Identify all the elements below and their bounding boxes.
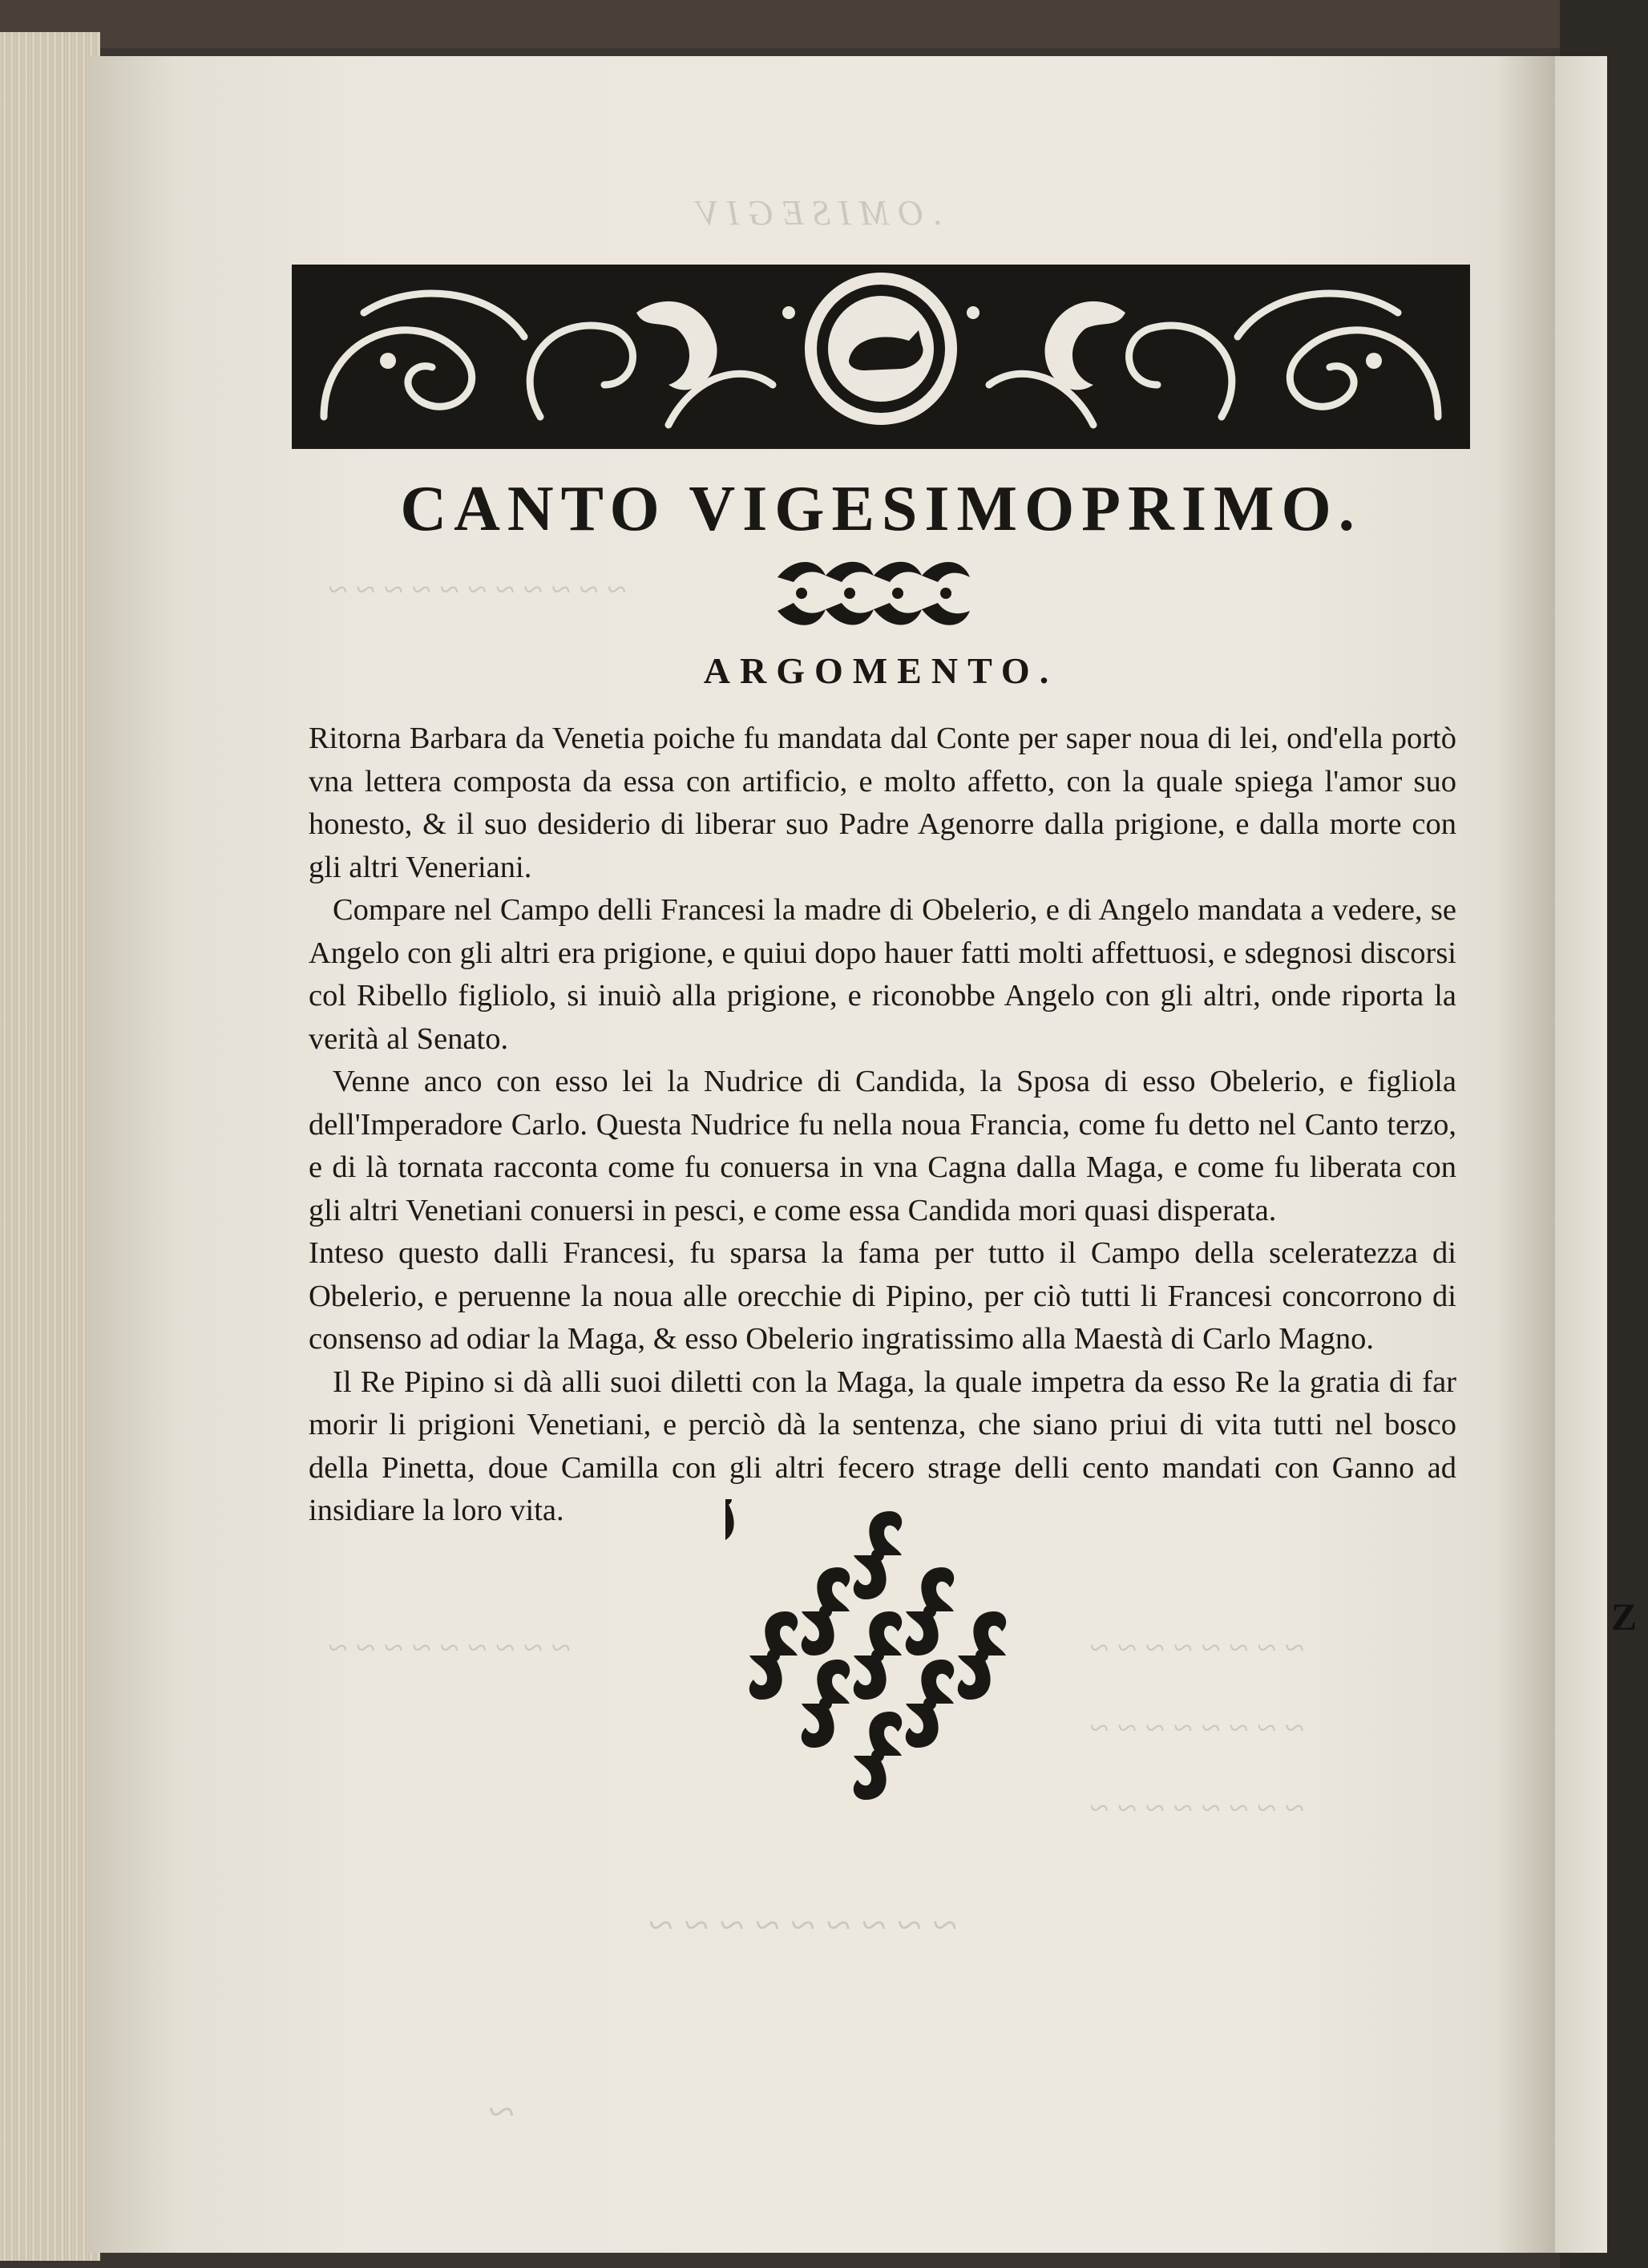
argomento-paragraph: Il Re Pipino si dà alli suoi diletti con la Maga, la quale impetra da esso Re la gratia di far morir li prigioni Venetiani, e perciò dà la sentenza, che siano priui di vita tutti nel bosco della Pinetta, doue Camilla con gli altri fecero strage delli cento mandati con Ganno ad insidiare la loro vita. — [309, 1364, 1456, 1527]
argomento-heading: ARGOMENTO. — [703, 650, 1059, 691]
facing-page-letter-fragment: Z — [1611, 1596, 1638, 1639]
facing-page-strip — [1551, 56, 1607, 2253]
argomento-paragraph: Compare nel Campo delli Francesi la madre di Obelerio, e di Angelo mandata a vedere, se Angelo con gli altri era prigione, e quiui dopo hauer fatti molti affettuosi, e sdegnosi discorsi col Ribello figliolo, si inuiò alla prigione, e riconobbe Angelo con gli altri, onde riporta la verità al Senato. — [309, 893, 1456, 1056]
background-top — [0, 0, 1648, 48]
argomento-body — [309, 718, 1456, 1533]
bleed-through-ghost: ~ ~ ~ ~ ~ ~ ~ ~ — [1090, 1628, 1305, 1668]
bleed-through-ghost: . O M I S E G I V — [697, 193, 942, 232]
canto-title: CANTO VIGESIMOPRIMO. — [400, 474, 1362, 544]
bleed-through-ghost: ~ ~ ~ ~ ~ ~ ~ ~ ~ — [649, 1901, 958, 1951]
bleed-through-ghost: ~ ~ ~ ~ ~ ~ ~ ~ ~ ~ ~ — [329, 570, 627, 609]
book-page-edges — [0, 32, 100, 2261]
floral-headpiece-ornament-icon — [292, 265, 1470, 449]
bleed-through-ghost: ~ — [489, 2085, 515, 2138]
fleuron-tailpiece-icon — [725, 1499, 1030, 1812]
argomento-paragraph: Venne anco con esso lei la Nudrice di Candida, la Sposa di esso Obelerio, e figliola dell'Imperadore Carlo. Questa Nudrice fu nella noua Francia, come fu detto nel Canto terzo, e di là tornata racconta come fu conuersa in vna Cagna dalla Maga, e come fu liberata con gli altri Venetiani conuersi in pesci, e come essa Candida mori quasi disperata. — [309, 1065, 1456, 1227]
fleuron-divider-icon — [769, 553, 978, 630]
bleed-through-ghost: ~ ~ ~ ~ ~ ~ ~ ~ — [1090, 1708, 1305, 1748]
argomento-paragraph: Inteso questo dalli Francesi, fu sparsa la fama per tutto il Campo della sceleratezza di Obelerio, e peruenne la noua alle orecchie di Pipino, per ciò tutti li Francesi concorrono di consenso ad odiar la Maga, & esso Obelerio ingratissimo alla Maestà di Carlo Magno. — [309, 1236, 1456, 1356]
bleed-through-ghost: ~ ~ ~ ~ ~ ~ ~ ~ ~ — [329, 1628, 572, 1668]
bleed-through-ghost: ~ ~ ~ ~ ~ ~ ~ ~ — [1090, 1789, 1305, 1828]
argomento-paragraph: Ritorna Barbara da Venetia poiche fu mandata dal Conte per saper noua di lei, ond'ella portò vna lettera composta da essa con artificio, e molto affetto, con la quale spiega l'amor suo honesto, & il suo desiderio di liberar suo Padre Agenorre dalla prigione, e dalla morte con gli altri Veneriani. — [309, 722, 1456, 884]
